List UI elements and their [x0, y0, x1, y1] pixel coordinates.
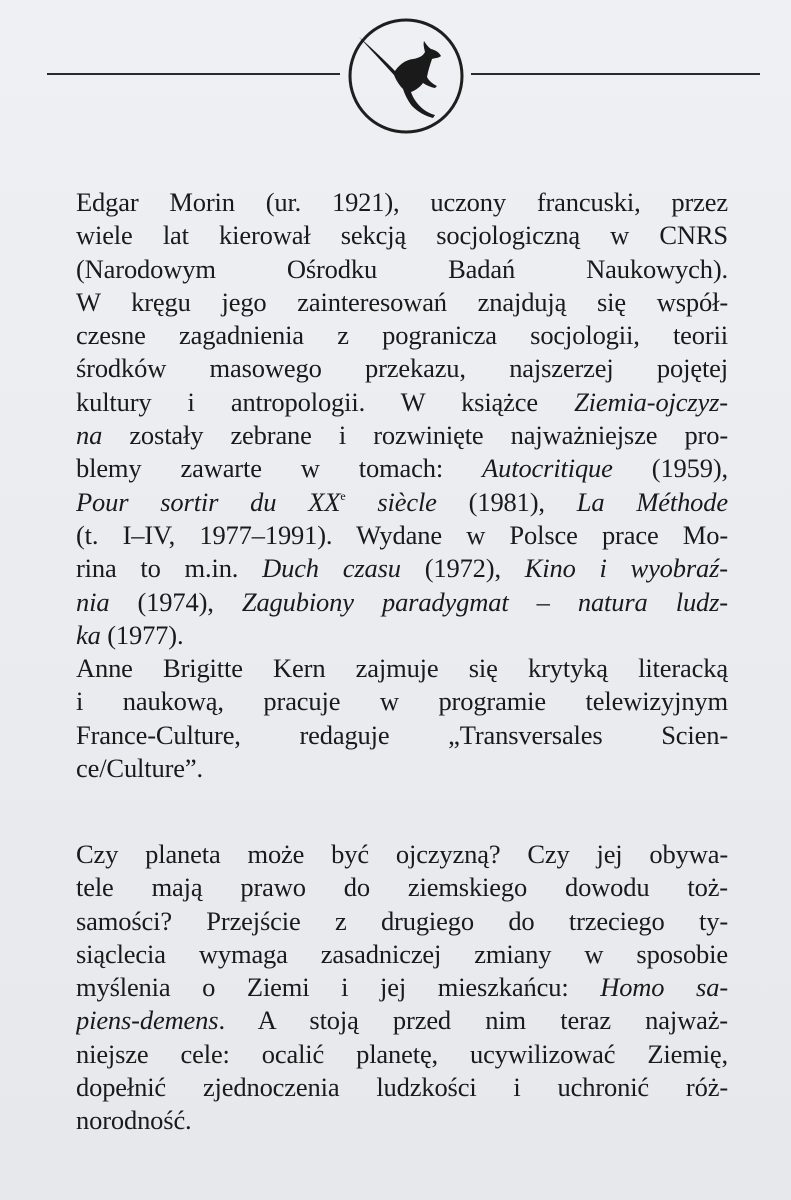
text-line: [76, 552, 728, 585]
right-rule-divider: [471, 73, 760, 75]
text-line: [76, 838, 728, 871]
italic-title-text: Zagubiony paradygmat – natura ludz-: [241, 586, 728, 617]
left-rule-divider: [47, 73, 340, 75]
text-line: [76, 253, 728, 286]
text-segment: myślenia o Ziemi i jej mieszkańcu:: [76, 972, 601, 1003]
text-segment: dopełnić zjednoczenia ludzkości i uchronić róż-: [76, 1072, 728, 1103]
italic-title-text: Autocritique: [482, 453, 613, 484]
header-ornament: [0, 0, 791, 140]
text-segment: siąclecia wymaga zasadniczej zmiany w sposobie: [76, 938, 728, 969]
text-segment: Czy planeta może być ojczyzną? Czy jej obywa-: [76, 839, 728, 869]
superscript-text: e: [340, 488, 346, 503]
italic-title-text: na: [76, 420, 103, 451]
text-line: [76, 452, 728, 485]
text-line: [76, 486, 728, 519]
text-line: [76, 719, 728, 752]
text-segment: Anne Brigitte Kern zajmuje się krytyką literacką: [76, 653, 728, 684]
text-line: [76, 905, 728, 938]
text-line: [76, 938, 728, 971]
text-line: [76, 871, 728, 904]
text-line: [76, 1004, 728, 1037]
text-line: [76, 419, 728, 452]
text-line: [76, 752, 728, 785]
text-line: [76, 386, 728, 419]
text-segment: (1972),: [400, 553, 525, 584]
text-segment: (t. I–IV, 1977–1991). Wydane w Polsce prace Mo-: [76, 519, 728, 550]
text-segment: rina to m.in.: [76, 553, 263, 584]
text-line: [76, 186, 728, 219]
italic-title-text: ka: [76, 619, 101, 650]
text-segment: (1959),: [612, 453, 728, 484]
italic-title-text: Homo sa-: [600, 972, 728, 1003]
italic-title-text: nia: [76, 586, 110, 617]
text-line: [76, 219, 728, 252]
text-segment: wiele lat kierował sekcją socjologiczną w CNRS: [76, 220, 728, 251]
italic-title-text: Kino i wyobraź-: [524, 553, 728, 584]
italic-title-text: piens-demens: [76, 1005, 219, 1036]
text-line: [76, 352, 728, 385]
text-line: [76, 652, 728, 685]
text-segment: (1974),: [109, 586, 242, 617]
text-segment: norodność.: [76, 1105, 192, 1136]
text-segment: środków masowego przekazu, najszerzej pojętej: [76, 353, 728, 384]
book-blurb-paragraph: [76, 838, 728, 1138]
text-line: [76, 1038, 728, 1071]
text-line: [76, 319, 728, 352]
text-line: [76, 1071, 728, 1104]
text-segment: (1977).: [100, 619, 184, 650]
italic-title-text: La Méthode: [576, 486, 728, 517]
text-line: [76, 1104, 728, 1137]
text-segment: tele mają prawo do ziemskiego dowodu toż-: [76, 872, 728, 903]
text-segment: zostały zebrane i rozwinięte najważniejsze pro-: [102, 420, 728, 451]
text-segment: samości? Przejście z drugiego do trzeciego ty-: [76, 905, 728, 936]
italic-title-text: Duch czasu: [262, 553, 401, 584]
text-segment: (1981),: [436, 486, 577, 517]
text-segment: czesne zagadnienia z pogranicza socjologii, teorii: [76, 320, 728, 351]
text-line: [76, 685, 728, 718]
italic-title-text: Ziemia-ojczyz-: [574, 386, 728, 417]
text-segment: niejsze cele: ocalić planetę, ucywilizować Ziemię,: [76, 1038, 728, 1069]
text-segment: W kręgu jego zainteresowań znajdują się współ-: [76, 286, 728, 317]
text-line: [76, 971, 728, 1004]
text-segment: kultury i antropologii. W książce: [76, 386, 575, 417]
text-segment: . A stoją przed nim teraz najważ-: [218, 1005, 728, 1036]
text-segment: i naukową, pracuje w programie telewizyjnym: [76, 686, 728, 717]
text-line: [76, 586, 728, 619]
text-line: [76, 619, 728, 652]
text-segment: France-Culture, redaguje „Transversales Scien-: [76, 719, 728, 750]
kangaroo-emblem-icon: [345, 15, 467, 137]
text-segment: ce/Culture”.: [76, 753, 203, 784]
text-segment: (Narodowym Ośrodku Badań Naukowych).: [76, 253, 728, 284]
text-line: [76, 286, 728, 319]
italic-title-text: Pour sortir du XX: [76, 486, 341, 517]
italic-title-text: siècle: [345, 486, 437, 517]
author-bio-paragraph: [76, 186, 728, 785]
text-segment: blemy zawarte w tomach:: [76, 453, 483, 484]
text-line: [76, 519, 728, 552]
text-segment: Edgar Morin (ur. 1921), uczony francuski, przez: [76, 187, 728, 217]
